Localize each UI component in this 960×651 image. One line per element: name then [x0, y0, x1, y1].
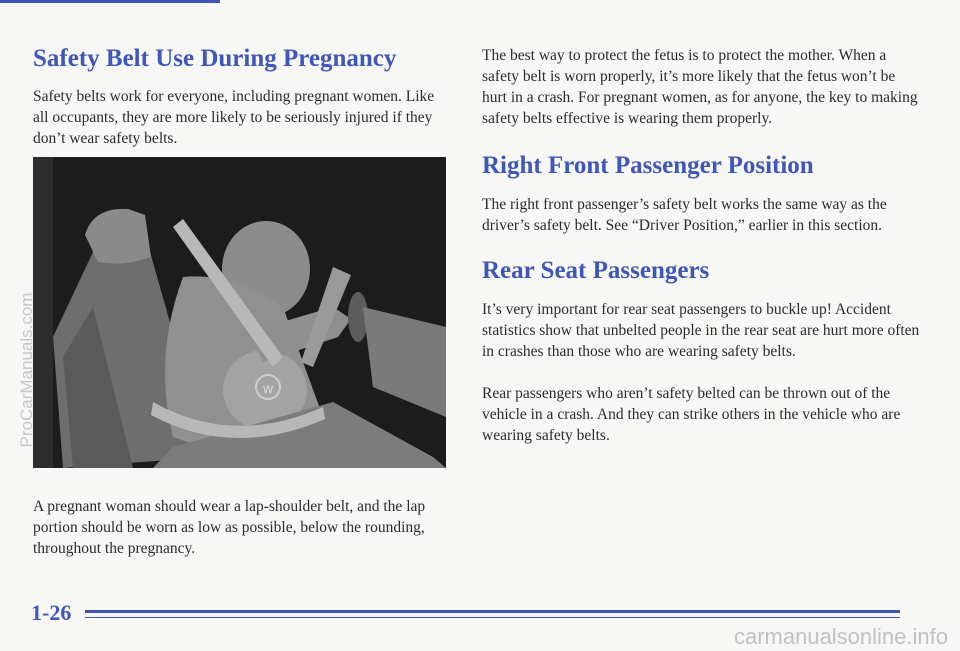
- bottom-watermark: carmanualsonline.info: [733, 624, 948, 649]
- top-accent-rule: [0, 0, 220, 3]
- pregnancy-caption-paragraph: A pregnant woman should wear a lap-shoulder belt, and the lap portion should be worn as low as possible, below the rounding, throughout the pregnancy.: [33, 498, 426, 557]
- footer-rule-thick: [85, 610, 900, 613]
- rear-seat-paragraph-2: Rear passengers who aren’t safety belted can be thrown out of the vehicle in a crash. And they can strike others in the vehicle who are wearing safety belts.: [482, 385, 901, 444]
- pregnancy-intro-paragraph: Safety belts work for everyone, including pregnant women. Like all occupants, they are more likely to be seriously injured if they don’t wear safety belts.: [33, 88, 435, 147]
- pregnant-woman-seatbelt-illustration: [33, 157, 446, 468]
- side-watermark: ProCarManuals.com: [17, 292, 36, 448]
- page-number: 1-26: [31, 600, 72, 625]
- rear-seat-paragraph-1: It’s very important for rear seat passengers to buckle up! Accident statistics show that unbelted people in the rear seat are hurt more often in crashes than those who are wearing safety belts.: [482, 301, 920, 360]
- footer-rule-thin: [85, 617, 900, 618]
- section-heading-rear-seat: Rear Seat Passengers: [482, 257, 710, 284]
- svg-text:w: w: [262, 380, 274, 396]
- section-heading-right-front: Right Front Passenger Position: [482, 152, 814, 179]
- right-front-paragraph: The right front passenger’s safety belt works the same way as the driver’s safety belt. See “Driver Position,” earlier in this section.: [482, 196, 887, 234]
- section-heading-pregnancy: Safety Belt Use During Pregnancy: [33, 45, 397, 72]
- protect-fetus-paragraph: The best way to protect the fetus is to protect the mother. When a safety belt is worn properly, it’s more likely that the fetus won’t be hurt in a crash. For pregnant women, as for anyone, the key to making safety belts effective is wearing them properly.: [482, 47, 918, 127]
